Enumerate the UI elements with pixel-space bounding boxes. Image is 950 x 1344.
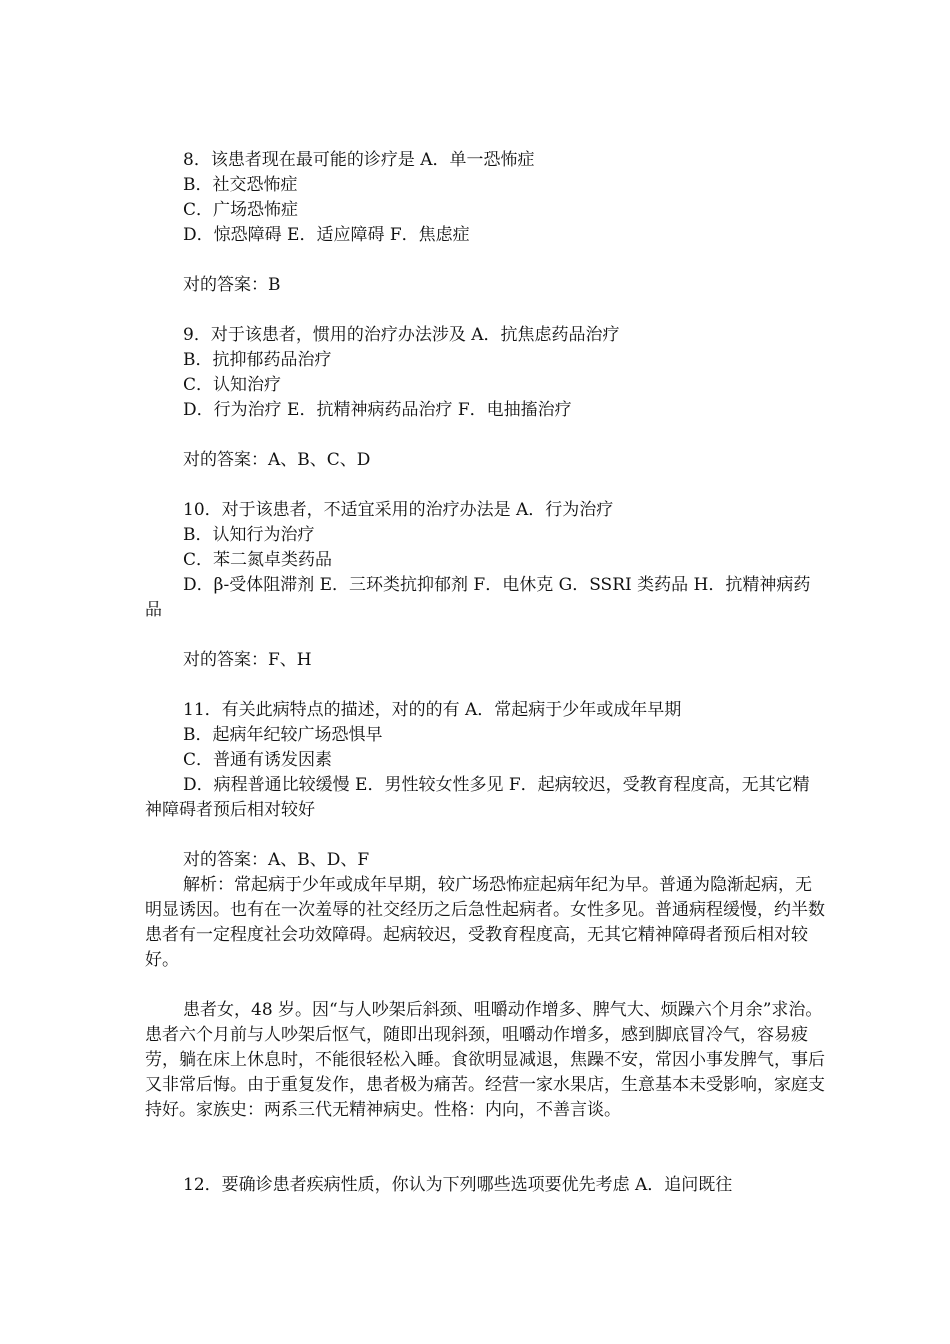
question-9-answer: 对的答案：A、B、C、D	[183, 450, 371, 470]
question-10-option-c: C．苯二氮卓类药品	[183, 550, 333, 570]
question-9-option-d-f: D．行为治疗 E．抗精神病药品治疗 F．电抽搐治疗	[183, 400, 572, 420]
question-11-option-c: C．普通有诱发因素	[183, 750, 333, 770]
question-8-option-b: B．社交恐怖症	[183, 175, 298, 195]
question-11-explanation: 解析：常起病于少年或成年早期，较广场恐怖症起病年纪为早。普通为隐渐起病，无明显诱因。也有在一次羞辱的社交经历之后急性起病者。女性多见。普通病程缓慢，约半数患者有一定程度社会功效障碍。起病较迟，受教育程度高，无其它精神障碍者预后相对较好。	[145, 875, 825, 970]
question-10-stem: 10．对于该患者，不适宜采用的治疗办法是 A．行为治疗	[183, 500, 614, 520]
question-10-option-b: B．认知行为治疗	[183, 525, 315, 545]
question-8-option-c: C．广场恐怖症	[183, 200, 299, 220]
question-8-stem: 8．该患者现在最可能的诊疗是 A．单一恐怖症	[183, 150, 535, 170]
question-11-option-d-f: D．病程普通比较缓慢 E．男性较女性多见 F．起病较迟，受教育程度高，无其它精神障碍者预后相对较好	[145, 775, 810, 820]
spacer	[145, 823, 825, 848]
document-page	[145, 148, 825, 1198]
spacer	[145, 1123, 825, 1173]
spacer	[145, 673, 825, 698]
question-12-stem: 12．要确诊患者疾病性质，你认为下列哪些选项要优先考虑 A．追问既往	[183, 1175, 733, 1195]
question-11-option-b: B．起病年纪较广场恐惧早	[183, 725, 383, 745]
question-10-answer: 对的答案：F、H	[183, 650, 312, 670]
spacer	[145, 248, 825, 273]
question-8-answer: 对的答案：B	[183, 275, 281, 295]
spacer	[145, 973, 825, 998]
question-10-option-d-h: D．β-受体阻滞剂 E．三环类抗抑郁剂 F．电休克 G．SSRI 类药品 H．抗精神病药品	[145, 575, 811, 620]
question-9-option-b: B．抗抑郁药品治疗	[183, 350, 332, 370]
question-11-answer: 对的答案：A、B、D、F	[183, 850, 370, 870]
spacer	[145, 423, 825, 448]
question-9-stem: 9．对于该患者，惯用的治疗办法涉及 A．抗焦虑药品治疗	[183, 325, 620, 345]
question-8-option-d-f: D．惊恐障碍 E．适应障碍 F．焦虑症	[183, 225, 470, 245]
question-9-option-c: C．认知治疗	[183, 375, 282, 395]
spacer	[145, 473, 825, 498]
case-description: 患者女，48 岁。因“与人吵架后斜颈、咀嚼动作增多、脾气大、烦躁六个月余”求治。患者六个月前与人吵架后怄气，随即出现斜颈，咀嚼动作增多，感到脚底冒冷气，容易疲劳，躺在床上休息时，不能很轻松入睡。食欲明显减退，焦躁不安，常因小事发脾气，事后又非常后悔。由于重复发作，患者极为痛苦。经营一家水果店，生意基本未受影响，家庭支持好。家族史：两系三代无精神病史。性格：内向，不善言谈。	[145, 1000, 825, 1120]
spacer	[145, 623, 825, 648]
spacer	[145, 298, 825, 323]
question-11-stem: 11．有关此病特点的描述，对的的有 A．常起病于少年或成年早期	[183, 700, 682, 720]
